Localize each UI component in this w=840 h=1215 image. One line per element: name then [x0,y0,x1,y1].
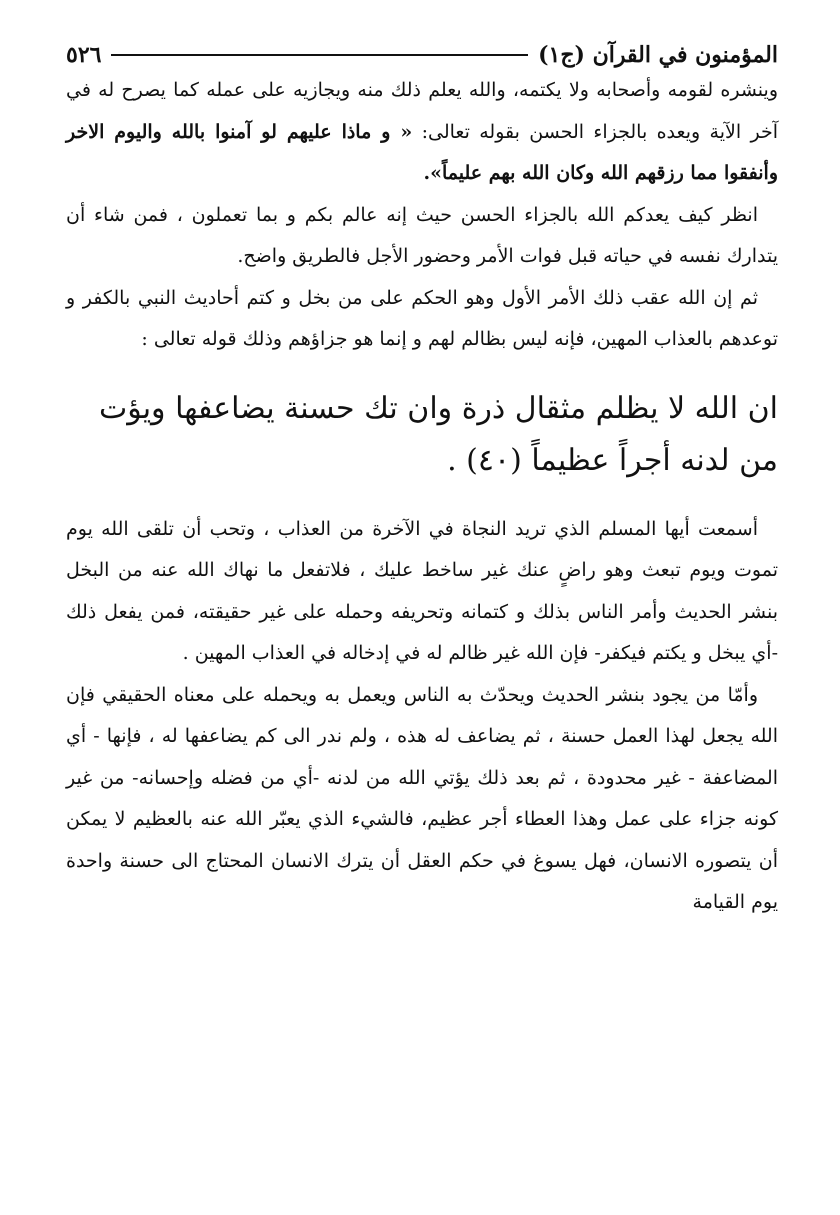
paragraph-2: انظر كيف يعدكم الله بالجزاء الحسن حيث إنه عالم بكم و بما تعملون ، فمن شاء أن يتدارك نفسه في حياته قبل فوات الأمر وحضور الأجل فالطريق واضح. [66,203,778,267]
quran-verse: ان الله لا يظلم مثقال ذرة وان تك حسنة يضاعفها ويؤت من لدنه أجراً عظيماً (٤٠) . [98,390,778,478]
header-rule [111,54,528,56]
paragraph-4: أسمعت أيها المسلم الذي تريد النجاة في الآخرة من العذاب ، وتحب أن تلقى الله يوم تموت ويوم تبعث وهو راضٍ عنك غير ساخط عليك ، فلاتفعل ما نهاك الله عنه من البخل بنشر الحديث وأمر الناس بذلك و كتمانه وتحريفه وحمله على غير حقيقته، فمن يفعل ذلك -أي يبخل و يكتم فيكفر- فإن الله غير ظالم له في إدخاله في العذاب المهين . [66,517,778,664]
paragraph-1 [66,70,778,195]
paragraph-1-text: وينشره لقومه وأصحابه ولا يكتمه، والله يعلم ذلك منه ويجازيه على عمله كما يصرح له في آخر الآية ويعده بالجزاء الحسن بقوله تعالى: [66,79,778,143]
quran-quote: « و ماذا عليهم لو آمنوا بالله واليوم الاخر وأنفقوا مما رزقهم الله وكان الله بهم عليماً». [66,120,778,184]
running-title: المؤمنون في القرآن (ج١) [538,42,778,68]
page-number: ٥٢٦ [66,42,102,68]
paragraph-5: وأمّا من يجود بنشر الحديث ويحدّث به الناس ويعمل به ويحمله على معناه الحقيقي فإن الله يجعل لهذا العمل حسنة ، ثم يضاعف له هذه ، ولم ندر الى كم يضاعفها له ، فإنها - أي المضاعفة - غير محدودة ، ثم بعد ذلك يؤتي الله من لدنه -أي من فضله وإحسانه- من غير كونه جزاء على عمل وهذا العطاء أجر عظيم، فالشيء الذي يعبّر الله عنه بالعظيم لا يمكن أن يتصوره الانسان، فهل يسوغ في حكم العقل أن يترك الانسان المحتاج الى حسنة واحدة يوم القيامة [66,683,778,913]
paragraph-3: ثم إن الله عقب ذلك الأمر الأول وهو الحكم على من بخل و كتم أحاديث النبي بالكفر و توعدهم بالعذاب المهين، فإنه ليس بظالم لهم و إنما هو جزاؤهم وذلك قوله تعالى : [66,286,778,350]
page-header [66,40,778,70]
book-page [66,40,778,1200]
